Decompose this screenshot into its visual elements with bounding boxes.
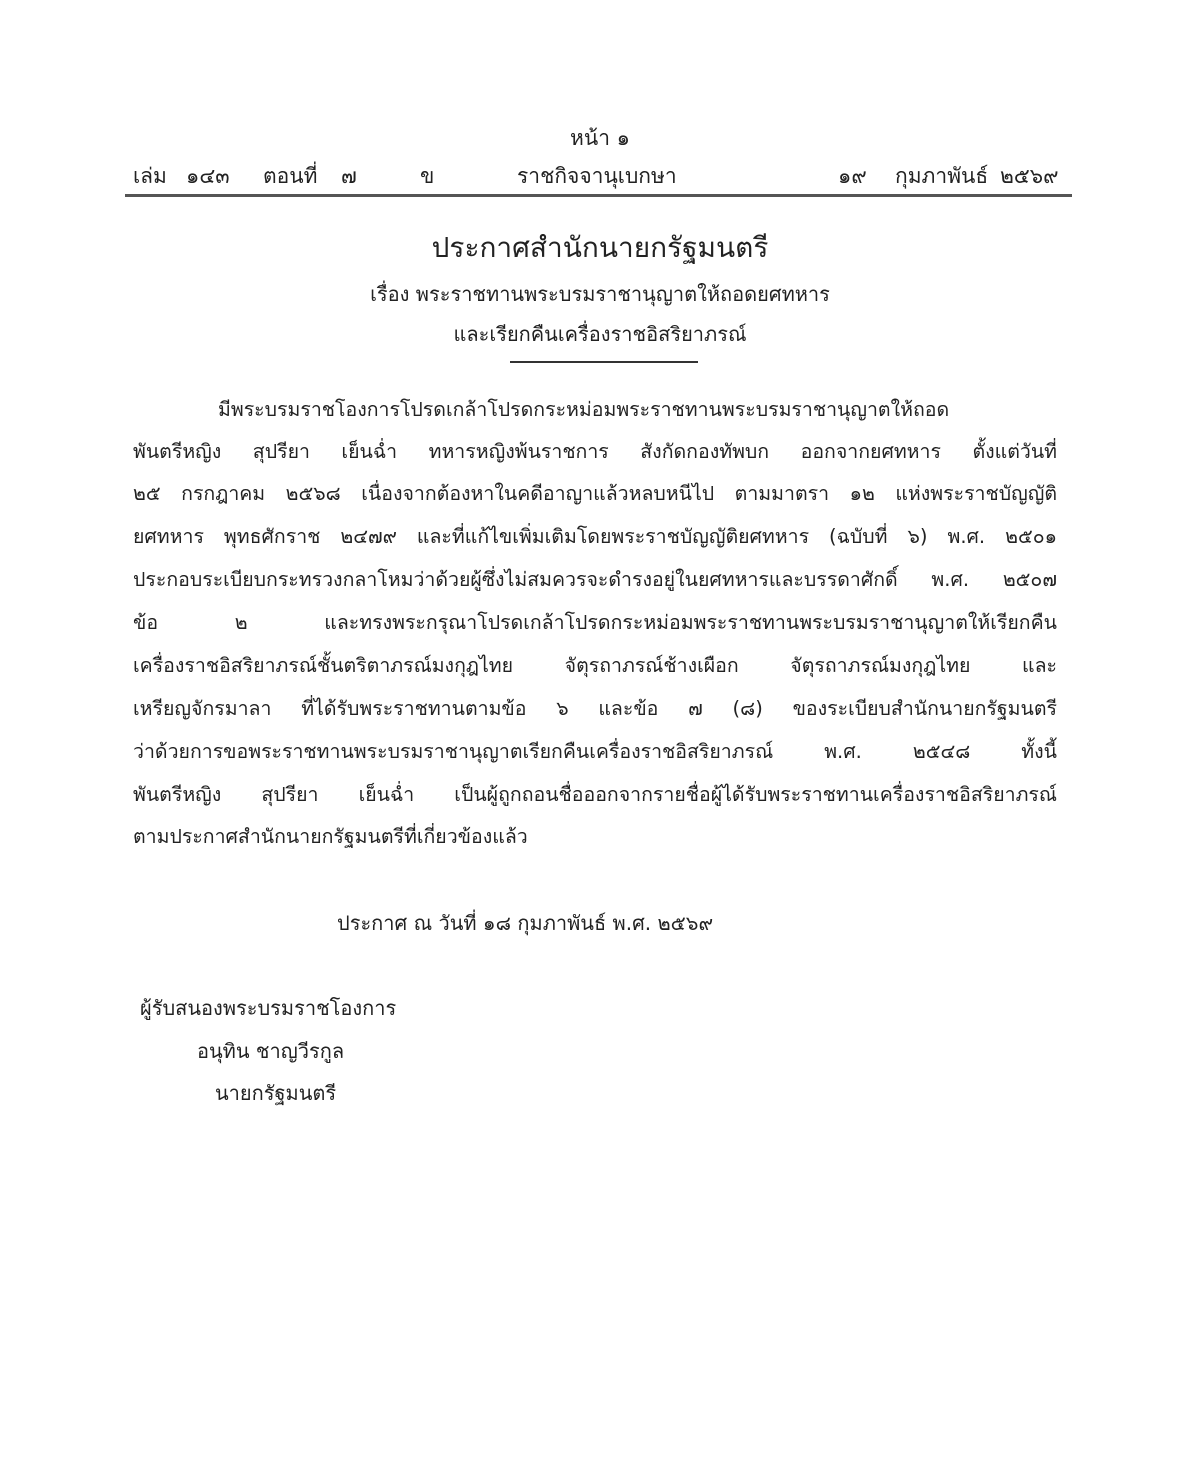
issue-label: ตอนที่ — [263, 164, 318, 188]
header-divider — [125, 194, 1072, 197]
body-line: ๒๕ กรกฎาคม ๒๕๖๘ เนื่องจากต้องหาในคดีอาญาแล้วหลบหนีไป ตามมาตรา ๑๒ แห่งพระราชบัญญัติ — [133, 482, 1057, 505]
body-line: ว่าด้วยการขอพระราชทานพระบรมราชานุญาตเรียกคืนเครื่องราชอิสริยาภรณ์ พ.ศ. ๒๕๔๘ ทั้งนี้ — [133, 740, 1057, 763]
page-number: หน้า ๑ — [570, 126, 630, 150]
issue-number: ๗ — [341, 164, 357, 188]
signer-name: อนุทิน ชาญวีรกูล — [197, 1039, 345, 1063]
volume-label: เล่ม — [133, 164, 167, 188]
date-year: ๒๕๖๙ — [1000, 164, 1059, 188]
date-month: กุมภาพันธ์ — [895, 164, 989, 188]
body-line: ยศทหาร พุทธศักราช ๒๔๗๙ และที่แก้ไขเพิ่มเติมโดยพระราชบัญญัติยศทหาร (ฉบับที่ ๖) พ.ศ. ๒๕๐๑ — [133, 525, 1057, 548]
signer-title: นายกรัฐมนตรี — [215, 1081, 337, 1105]
announcement-title: ประกาศสำนักนายกรัฐมนตรี — [431, 231, 769, 264]
body-line: มีพระบรมราชโองการโปรดเกล้าโปรดกระหม่อมพระราชทานพระบรมราชานุญาตให้ถอด — [218, 398, 950, 421]
body-line: ข้อ ๒ และทรงพระกรุณาโปรดเกล้าโปรดกระหม่อมพระราชทานพระบรมราชานุญาตให้เรียกคืน — [133, 611, 1057, 634]
publication-name: ราชกิจจานุเบกษา — [517, 164, 677, 188]
body-line: เหรียญจักรมาลา ที่ได้รับพระราชทานตามข้อ ๖ และข้อ ๗ (๘) ของระเบียบสำนักนายกรัฐมนตรี — [133, 697, 1057, 720]
body-line: ประกอบระเบียบกระทรวงกลาโหมว่าด้วยผู้ซึ่งไม่สมควรจะดำรงอยู่ในยศทหารและบรรดาศักดิ์ พ.ศ. ๒๕๐๗ — [133, 568, 1057, 591]
body-line: พันตรีหญิง สุปรียา เย็นฉ่ำ เป็นผู้ถูกถอนชื่อออกจากรายชื่อผู้ได้รับพระราชทานเครื่องราชอิสริยาภรณ์ — [133, 783, 1057, 806]
countersign-label: ผู้รับสนองพระบรมราชโองการ — [140, 996, 397, 1020]
body-line: ตามประกาศสำนักนายกรัฐมนตรีที่เกี่ยวข้องแล้ว — [133, 825, 528, 848]
announcement-subject-line-1: เรื่อง พระราชทานพระบรมราชานุญาตให้ถอดยศทหาร — [370, 282, 830, 306]
body-line: พันตรีหญิง สุปรียา เย็นฉ่ำ ทหารหญิงพ้นราชการ สังกัดกองทัพบก ออกจากยศทหาร ตั้งแต่วันที่ — [133, 440, 1057, 463]
section-letter: ข — [420, 164, 435, 188]
announcement-subject-line-2: และเรียกคืนเครื่องราชอิสริยาภรณ์ — [453, 322, 747, 346]
body-line: เครื่องราชอิสริยาภรณ์ชั้นตริตาภรณ์มงกุฎไทย จัตุรถาภรณ์ช้างเผือก จัตุรถาภรณ์มงกุฎไทย และ — [133, 654, 1057, 677]
volume-number: ๑๔๓ — [186, 164, 230, 188]
date-day: ๑๙ — [838, 164, 867, 188]
title-divider — [510, 361, 698, 363]
announcement-date: ประกาศ ณ วันที่ ๑๘ กุมภาพันธ์ พ.ศ. ๒๕๖๙ — [337, 911, 714, 935]
